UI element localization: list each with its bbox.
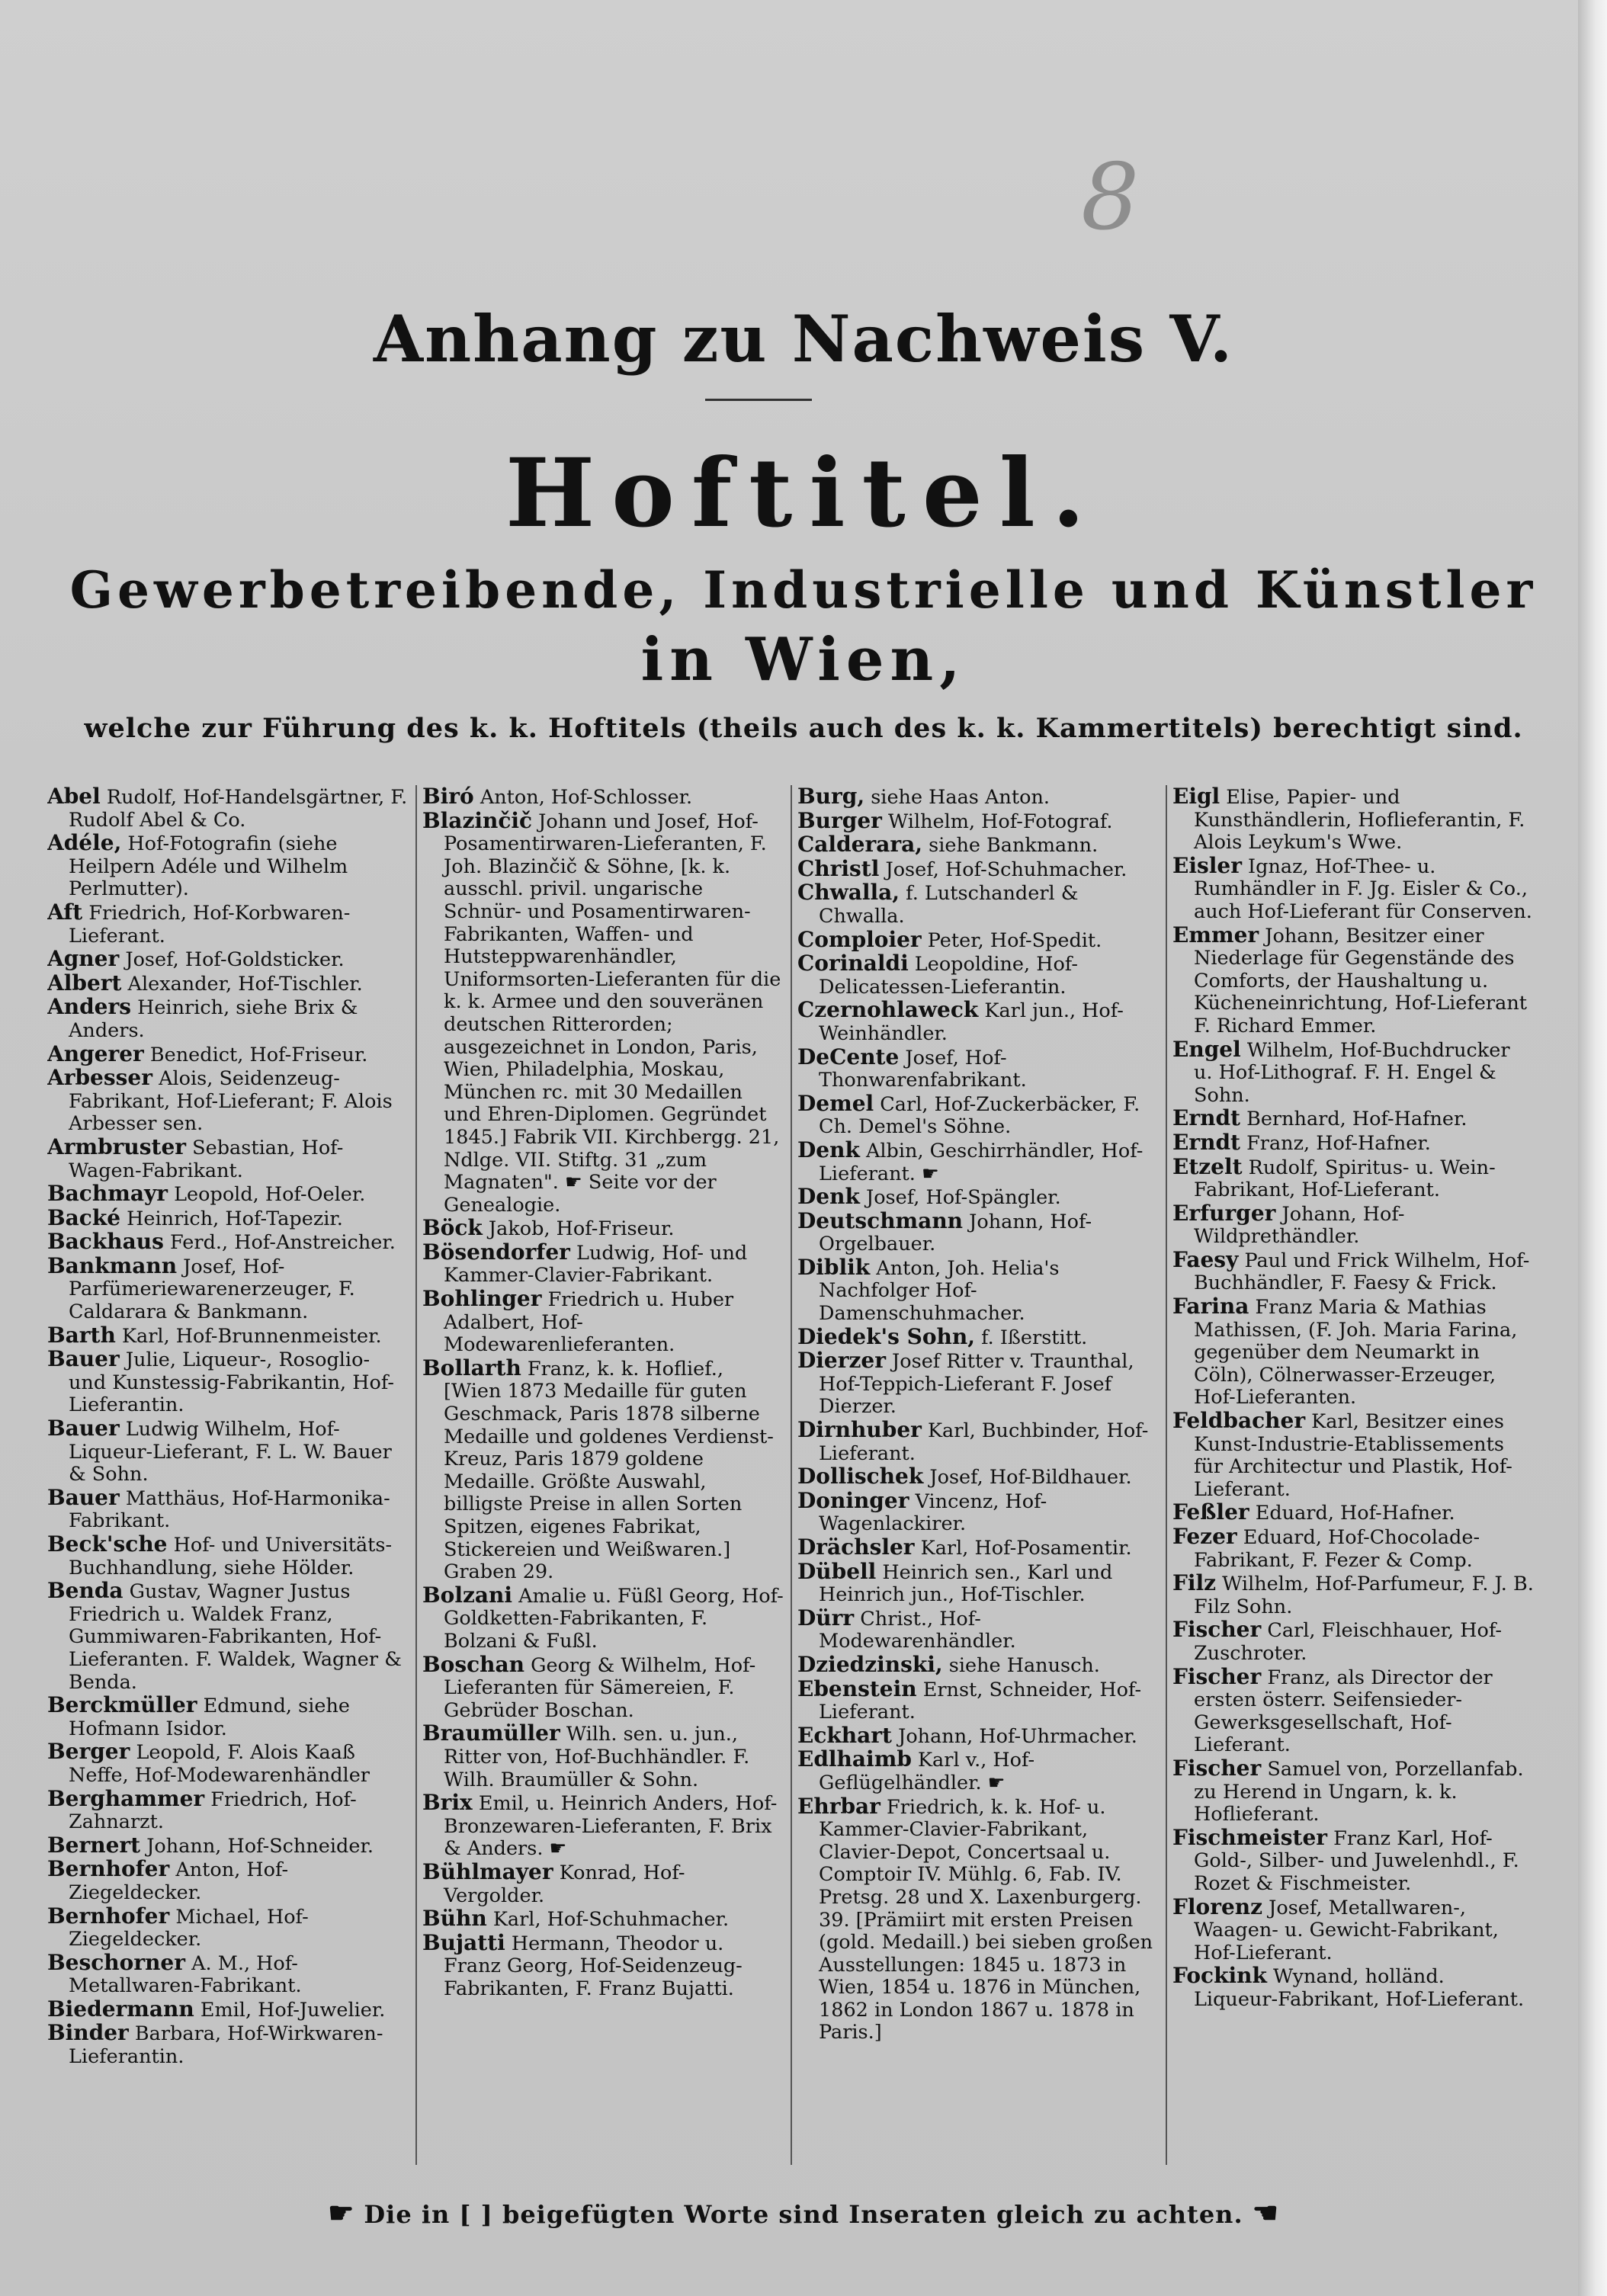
entry-description: Josef, Metallwaren-, Waagen- u. Gewicht-Fabrikant, Hof-Lieferant.: [1194, 1896, 1499, 1964]
directory-entry: [797, 1349, 1159, 1419]
directory-entry: [797, 1748, 1159, 1794]
directory-entry: [797, 1724, 1159, 1749]
entry-description: Franz Maria & Mathias Mathissen, (F. Joh. Maria Farina, gegenüber dem Neumarkt in Cöln), Cölnerwasser-Erzeuger, Hof-Lieferanten.: [1194, 1296, 1518, 1409]
entry-description: Karl, Hof-Schuhmacher.: [486, 1908, 730, 1932]
entry-name: Bühn: [422, 1906, 487, 1932]
entry-name: Chwalla,: [797, 880, 900, 906]
entry-name: Bösendorfer: [422, 1239, 570, 1265]
entry-name: Diedek's Sohn,: [797, 1323, 975, 1349]
directory-entry: [797, 833, 1159, 858]
entry-name: Brix: [422, 1790, 473, 1816]
entry-description: Elise, Papier- und Kunsthändlerin, Hoflieferantin, F. Alois Leykum's Wwe.: [1194, 786, 1525, 855]
entry-name: Demel: [797, 1090, 874, 1116]
entry-name: Barth: [47, 1322, 116, 1348]
entry-description: Bernhard, Hof-Hafner.: [1240, 1108, 1467, 1131]
entry-name: Berger: [47, 1739, 130, 1765]
entry-name: Arbesser: [47, 1065, 152, 1091]
entry-description: Friedrich, k. k. Hof- u. Kammer-Clavier-Fabrikant, Clavier-Depot, Concertsaal u. Comptoir IV. Mühlg. 6, Fab. IV. Pretsg. 28 und X. Laxenburgerg. 39. [Prämiirt mit ersten Preisen (gold. Medaill.) bei sieben großen Ausstellungen: 1845 u. 1873 in Wien, 1854 u. 1876 in München, 1862 in London 1867 u. 1878 in Paris.]: [819, 1795, 1153, 2044]
entry-name: Faesy: [1172, 1246, 1239, 1272]
directory-entry: [47, 1043, 409, 1067]
entry-name: Diblik: [797, 1254, 871, 1280]
entry-description: Rudolf, Spiritus- u. Wein-Fabrikant, Hof-Lieferant.: [1194, 1156, 1496, 1202]
entry-name: Engel: [1172, 1036, 1241, 1062]
entry-name: Eckhart: [797, 1722, 892, 1748]
entry-description: Franz Karl, Hof-Gold-, Silber- und Juwelenhdl., F. Rozet & Fischmeister.: [1194, 1826, 1519, 1895]
directory-entry: [47, 1579, 409, 1694]
directory-entry: [422, 1722, 784, 1791]
directory-entry: [1172, 1107, 1534, 1131]
entry-description: Karl v., Hof-Geflügelhändler. ☛: [819, 1749, 1035, 1794]
entry-description: Karl, Hof-Posamentir.: [914, 1537, 1132, 1560]
entry-description: Heinrich, Hof-Tapezir.: [120, 1207, 343, 1230]
directory-entry: [797, 807, 1159, 834]
directory-entry: [1172, 1131, 1534, 1156]
entry-description: Alexander, Hof-Tischler.: [121, 972, 363, 996]
directory-entry: [797, 1323, 1159, 1350]
directory-entry: [1172, 1153, 1534, 1202]
entry-name: Fezer: [1172, 1524, 1237, 1549]
entry-name: Bauer: [47, 1346, 120, 1372]
entry-description: Vincenz, Hof-Wagenlackirer.: [819, 1490, 1047, 1536]
directory-entry: [797, 855, 1159, 882]
entry-name: Fischer: [1172, 1617, 1262, 1643]
directory-entry: [797, 1536, 1159, 1560]
entry-name: Bühlmayer: [422, 1858, 553, 1884]
entry-name: Boschan: [422, 1651, 525, 1677]
entry-description: A. M., Hof-Metallwaren-Fabrikant.: [69, 1951, 302, 1998]
entry-name: Eisler: [1172, 852, 1242, 878]
entry-name: Bauer: [47, 1484, 120, 1510]
entry-name: Eigl: [1172, 785, 1220, 809]
directory-entry: [797, 1207, 1159, 1256]
pointing-hand-right-icon: ☛: [328, 2195, 355, 2230]
directory-entry: [797, 1465, 1159, 1490]
entry-name: Ebenstein: [797, 1676, 917, 1701]
pointing-hand-left-icon: ☚: [1252, 2195, 1279, 2230]
directory-entry: [797, 1607, 1159, 1653]
entry-description: Anton, Joh. Helia's Nachfolger Hof-Damenschuhmacher.: [819, 1256, 1060, 1326]
entry-description: Johann, Hof-Uhrmacher.: [891, 1724, 1137, 1748]
entry-name: Farina: [1172, 1294, 1249, 1320]
entry-name: Angerer: [47, 1041, 144, 1066]
directory-columns: [47, 785, 1541, 2165]
entry-description: Franz, Hof-Hafner.: [1240, 1131, 1431, 1155]
entry-name: Doninger: [797, 1487, 909, 1513]
entry-description: Michael, Hof-Ziegeldecker.: [69, 1905, 309, 1951]
directory-entry: [47, 901, 409, 948]
entry-name: Berghammer: [47, 1785, 205, 1811]
directory-entry: [422, 1907, 784, 1932]
directory-entry: [47, 1136, 409, 1182]
entry-description: Josef, Hof-Schuhmacher.: [879, 858, 1127, 881]
entry-name: Beschorner: [47, 1949, 186, 1975]
entry-description: Anton, Hof-Ziegeldecker.: [69, 1858, 289, 1904]
directory-entry: [47, 1066, 409, 1136]
entry-name: Czernohlaweck: [797, 997, 979, 1023]
entry-name: Dollischek: [797, 1464, 924, 1490]
entry-name: Böck: [422, 1215, 483, 1241]
entry-name: Dürr: [797, 1605, 855, 1631]
directory-entry: [797, 928, 1159, 953]
entry-description: Johann, Hof-Schneider.: [140, 1834, 374, 1858]
entry-description: Georg & Wilhelm, Hof-Lieferanten für Sämereien, F. Gebrüder Boschan.: [444, 1653, 756, 1722]
entry-description: Ferd., Hof-Anstreicher.: [163, 1231, 396, 1255]
entry-description: Julie, Liqueur-, Rosoglio- und Kunstessig-Fabrikantin, Hof-Lieferantin.: [69, 1348, 394, 1417]
handwritten-page-number: 8: [1081, 145, 1140, 251]
entry-description: Emil, u. Heinrich Anders, Hof-Bronzewaren-Lieferanten, F. Brix & Anders. ☛: [444, 1792, 778, 1861]
entry-name: Bernhofer: [47, 1903, 170, 1929]
entry-description: Anton, Hof-Schlosser.: [473, 786, 693, 809]
entry-description: Karl jun., Hof-Weinhändler.: [819, 999, 1124, 1045]
entry-name: Comploier: [797, 926, 922, 952]
entry-name: Bohlinger: [422, 1286, 542, 1312]
directory-entry: [47, 1533, 409, 1579]
entry-name: Agner: [47, 946, 120, 972]
directory-entry: [797, 881, 1159, 928]
entry-name: Denk: [797, 1184, 860, 1210]
entry-name: Filz: [1172, 1570, 1217, 1596]
directory-entry: [797, 952, 1159, 999]
entry-name: Etzelt: [1172, 1153, 1243, 1179]
entry-description: Christ., Hof-Modewarenhändler.: [819, 1607, 1016, 1653]
entry-description: Josef, Hof-Bildhauer.: [923, 1466, 1132, 1490]
entry-description: Hof- und Universitäts-Buchhandlung, siehe Hölder.: [69, 1534, 393, 1579]
directory-entry: [1172, 1572, 1534, 1618]
entry-description: Johann und Josef, Hof-Posamentirwaren-Lieferanten, F. Joh. Blazinčič & Söhne, [k. k. ausschl. privil. ungarische Schnür- und Posamentirwaren-Fabrikanten, Waffen- und Hutsteppwarenhändler, Uniformsorten-Lieferanten für die k. k. Armee und den souveränen deutschen Ritterorden; ausgezeichnet in London, Paris, Wien, Philadelphia, Moskau, München rc. mit 30 Medaillen und Ehren-Diplomen. Gegründet 1845.] Fabrik VII. Kirchbergg. 21, Ndlge. VII. Stiftg. 31 „zum Magnaten". ☛ Seite vor der Genealogie.: [444, 810, 781, 1217]
directory-entry: [47, 1204, 409, 1231]
entry-name: Bujatti: [422, 1929, 505, 1955]
directory-entry: [797, 1653, 1159, 1678]
directory-entry: [422, 1287, 784, 1357]
entry-name: Albert: [47, 970, 122, 996]
directory-entry: [47, 1230, 409, 1255]
heading-city: in Wien,: [640, 625, 967, 694]
entry-description: Jakob, Hof-Friseur.: [482, 1217, 675, 1241]
directory-entry: [422, 807, 784, 1217]
entry-description: Johann, Hof-Orgelbauer.: [819, 1210, 1092, 1256]
entry-name: Calderara,: [797, 832, 922, 858]
entry-description: Eduard, Hof-Hafner.: [1249, 1502, 1455, 1525]
entry-description: Josef Ritter v. Traunthal, Hof-Teppich-Lieferant F. Josef Dierzer.: [819, 1350, 1134, 1419]
entry-description: Eduard, Hof-Chocolade-Fabrikant, F. Fezer & Comp.: [1194, 1526, 1480, 1572]
entry-name: Deutschmann: [797, 1207, 964, 1233]
entry-name: Bachmayr: [47, 1181, 168, 1207]
directory-entry: [1172, 924, 1534, 1038]
entry-description: Alois, Seidenzeug-Fabrikant, Hof-Lieferant; F. Alois Arbesser sen.: [69, 1067, 393, 1136]
entry-name: Burg,: [797, 785, 865, 809]
entry-description: Edmund, siehe Hofmann Isidor.: [69, 1695, 350, 1740]
entry-description: Barbara, Hof-Wirkwaren-Lieferantin.: [69, 2022, 383, 2069]
column-divider: [791, 785, 792, 2165]
entry-description: Konrad, Hof-Vergolder.: [444, 1861, 685, 1907]
directory-entry: [797, 1678, 1159, 1724]
entry-description: Leopoldine, Hof-Delicatessen-Lieferantin.: [819, 953, 1078, 999]
entry-name: Ehrbar: [797, 1793, 880, 1819]
entry-description: Wilhelm, Hof-Parfumeur, F. J. B. Filz Sohn.: [1194, 1573, 1534, 1618]
directory-entry: [797, 785, 1159, 810]
directory-entry: [47, 1834, 409, 1858]
entry-name: Edlhaimb: [797, 1746, 912, 1772]
entry-description: Johann, Hof-Wildprethändler.: [1194, 1202, 1405, 1249]
entry-name: Beck'sche: [47, 1531, 168, 1557]
entry-name: Dübell: [797, 1558, 877, 1584]
entry-description: Carl, Fleischhauer, Hof-Zuschroter.: [1194, 1619, 1503, 1665]
entry-name: Berckmüller: [47, 1692, 197, 1718]
entry-name: Biedermann: [47, 1996, 194, 2022]
directory-entry: [1172, 1246, 1534, 1295]
column-divider: [415, 785, 417, 2165]
entry-description: Franz, k. k. Hoflief., [Wien 1873 Medaille für guten Geschmack, Paris 1878 silberne Medaille und goldenes Verdienst-Kreuz, Paris 1879 goldene Medaille. Größte Auswahl, billigste Preise in allen Sorten Spitzen, eigenes Fabrikat, Stickereien und Weißwaren.] Graben 29.: [444, 1357, 774, 1584]
entry-description: Johann, Besitzer einer Niederlage für Gegenstände des Comforts, der Haushaltung u. Kücheneinrichtung, Hof-Lieferant F. Richard Emmer.: [1194, 924, 1527, 1037]
directory-entry: [47, 1324, 409, 1348]
entry-name: Bauer: [47, 1416, 120, 1441]
entry-name: Burger: [797, 807, 882, 833]
entry-description: Wilh. sen. u. jun., Ritter von, Hof-Buchhändler. F. Wilh. Braumüller & Sohn.: [444, 1723, 750, 1791]
entry-name: Bernert: [47, 1832, 141, 1858]
directory-entry: [47, 785, 409, 832]
directory-entry: [1172, 1409, 1534, 1501]
entry-name: Bernhofer: [47, 1856, 170, 1882]
heading-subtitle: welche zur Führung des k. k. Hoftitels (theils auch des k. k. Kammertitels) berechtigt sind.: [84, 713, 1523, 744]
directory-entry: [47, 2022, 409, 2068]
entry-description: f. Lutschanderl & Chwalla.: [819, 882, 1079, 928]
entry-description: f. Ißerstitt.: [974, 1326, 1088, 1349]
directory-entry: [797, 1419, 1159, 1465]
entry-description: Wilhelm, Hof-Fotograf.: [881, 810, 1113, 833]
entry-description: Hermann, Theodor u. Franz Georg, Hof-Seidenzeug-Fabrikanten, F. Franz Bujatti.: [444, 1932, 743, 2000]
entry-description: Albin, Geschirrhändler, Hof-Lieferant. ☛: [819, 1139, 1144, 1185]
entry-name: Braumüller: [422, 1720, 560, 1746]
entry-name: Bolzani: [422, 1582, 513, 1608]
entry-name: Fischer: [1172, 1663, 1262, 1689]
directory-column-1: [47, 785, 409, 2165]
entry-name: Corinaldi: [797, 951, 909, 976]
entry-name: Dierzer: [797, 1348, 886, 1374]
entry-name: Biró: [422, 785, 474, 809]
entry-name: Abel: [47, 785, 101, 809]
entry-description: Samuel von, Porzellanfab. zu Herend in Ungarn, k. k. Hoflieferant.: [1194, 1757, 1524, 1826]
entry-name: Dirnhuber: [797, 1417, 922, 1443]
entry-name: Blazinčič: [422, 807, 533, 833]
directory-entry: [797, 1185, 1159, 1210]
entry-description: Leopold, Hof-Oeler.: [168, 1183, 366, 1207]
directory-entry: [797, 1092, 1159, 1139]
directory-entry: [422, 1791, 784, 1861]
entry-name: Bankmann: [47, 1252, 178, 1278]
entry-name: Anders: [47, 994, 131, 1020]
entry-description: Karl, Hof-Brunnenmeister.: [115, 1324, 382, 1348]
directory-entry: [1172, 1295, 1534, 1409]
directory-entry: [47, 1252, 409, 1324]
entry-name: Erfurger: [1172, 1200, 1276, 1226]
entry-description: Karl, Buchbinder, Hof-Lieferant.: [819, 1419, 1149, 1465]
entry-name: Bollarth: [422, 1355, 521, 1380]
directory-entry: [422, 1241, 784, 1287]
entry-description: Friedrich, Hof-Korbwaren-Lieferant.: [69, 901, 351, 948]
directory-entry: [1172, 852, 1534, 924]
entry-name: Denk: [797, 1137, 860, 1162]
directory-entry: [47, 1905, 409, 1951]
directory-entry: [422, 1357, 784, 1584]
directory-entry: [797, 1046, 1159, 1092]
entry-name: Erndt: [1172, 1105, 1240, 1131]
directory-entry: [797, 1256, 1159, 1326]
directory-entry: [47, 996, 409, 1042]
entry-name: Florenz: [1172, 1894, 1263, 1919]
directory-entry: [47, 1417, 409, 1486]
directory-entry: [1172, 1501, 1534, 1525]
directory-entry: [797, 1139, 1159, 1185]
entry-name: Dziedzinski,: [797, 1651, 943, 1677]
entry-description: Hof-Fotografin (siehe Heilpern Adéle und Wilhelm Perlmutter).: [69, 832, 348, 901]
entry-description: Josef, Hof-Parfümeriewarenerzeuger, F. Caldarara & Bankmann.: [69, 1255, 355, 1324]
entry-name: Binder: [47, 2020, 129, 2046]
directory-entry: [422, 1929, 784, 2001]
entry-description: Karl, Besitzer eines Kunst-Industrie-Etablissements für Architectur und Plastik, Hof-Lieferant.: [1194, 1410, 1512, 1501]
footer-text: Die in [ ] beigefügten Worte sind Inseraten gleich zu achten.: [364, 2200, 1243, 2229]
directory-column-4: [1172, 785, 1534, 2165]
entry-description: Wilhelm, Hof-Buchdrucker u. Hof-Lithograf. F. H. Engel & Sohn.: [1194, 1038, 1510, 1107]
title-divider: [705, 399, 812, 401]
directory-entry: [422, 785, 784, 810]
entry-description: Wynand, holländ. Liqueur-Fabrikant, Hof-Lieferant.: [1194, 1965, 1525, 2011]
directory-entry: [47, 1951, 409, 1998]
entry-name: Adéle,: [47, 830, 122, 856]
entry-description: Ludwig Wilhelm, Hof-Liqueur-Lieferant, F. L. W. Bauer & Sohn.: [69, 1418, 392, 1486]
directory-entry: [47, 1486, 409, 1533]
entry-name: Feßler: [1172, 1499, 1249, 1525]
directory-column-3: [797, 785, 1159, 2165]
heading-appendix: Anhang zu Nachweis V.: [373, 301, 1234, 377]
directory-entry: [1172, 1202, 1534, 1249]
footer-note: [0, 2195, 1607, 2230]
heading-trades: Gewerbetreibende, Industrielle und Künstler: [69, 560, 1538, 620]
entry-description: Josef, Hof-Spängler.: [859, 1186, 1061, 1210]
directory-entry: [1172, 785, 1534, 855]
entry-description: siehe Haas Anton.: [864, 786, 1050, 809]
directory-entry: [797, 1560, 1159, 1607]
entry-description: Josef, Hof-Goldsticker.: [119, 948, 345, 972]
heading-hoftitel: Hoftitel.: [505, 438, 1102, 549]
entry-name: Feldbacher: [1172, 1408, 1306, 1434]
entry-name: Christl: [797, 855, 880, 881]
directory-entry: [422, 1217, 784, 1241]
entry-description: siehe Bankmann.: [922, 834, 1099, 858]
entry-description: Franz, als Director der ersten österr. Seifensieder-Gewerksgesellschaft, Hof-Lieferant.: [1194, 1666, 1493, 1757]
entry-description: Friedrich, Hof-Zahnarzt.: [69, 1788, 357, 1834]
directory-entry: [1172, 1896, 1534, 1965]
entry-description: Sebastian, Hof-Wagen-Fabrikant.: [69, 1136, 344, 1182]
directory-entry: [1172, 1757, 1534, 1826]
directory-entry: [47, 1182, 409, 1207]
entry-name: Benda: [47, 1578, 123, 1604]
directory-entry: [47, 948, 409, 972]
directory-entry: [1172, 1663, 1534, 1757]
directory-entry: [1172, 1964, 1534, 2011]
entry-description: Carl, Hof-Zuckerbäcker, F. Ch. Demel's Söhne.: [819, 1092, 1140, 1139]
directory-entry: [797, 999, 1159, 1045]
directory-entry: [47, 1858, 409, 1904]
directory-entry: [1172, 1525, 1534, 1572]
directory-entry: [47, 1785, 409, 1834]
entry-description: Benedict, Hof-Friseur.: [143, 1043, 368, 1066]
entry-description: Friedrich u. Huber Adalbert, Hof-Modewarenlieferanten.: [444, 1288, 734, 1357]
directory-entry: [422, 1584, 784, 1653]
entry-description: Paul und Frick Wilhelm, Hof-Buchhändler, F. Faesy & Frick.: [1194, 1249, 1530, 1295]
entry-description: Gustav, Wagner Justus Friedrich u. Waldek Franz, Gummiwaren-Fabrikanten, Hof-Lieferanten. F. Waldek, Wagner & Benda.: [69, 1580, 402, 1694]
entry-description: Peter, Hof-Spedit.: [921, 928, 1102, 952]
entry-name: Armbruster: [47, 1134, 187, 1159]
directory-entry: [797, 1795, 1159, 2045]
entry-description: Ignaz, Hof-Thee- u. Rumhändler in F. Jg. Eisler & Co., auch Hof-Lieferant für Conserven.: [1194, 855, 1532, 923]
entry-name: Fockink: [1172, 1963, 1267, 1989]
entry-description: Amalie u. Füßl Georg, Hof-Goldketten-Fabrikanten, F. Bolzani & Fußl.: [444, 1584, 784, 1653]
directory-entry: [797, 1487, 1159, 1536]
entry-name: Fischer: [1172, 1755, 1262, 1781]
directory-entry: [1172, 1826, 1534, 1896]
entry-name: Emmer: [1172, 922, 1259, 948]
directory-entry: [47, 832, 409, 901]
entry-description: Rudolf, Hof-Handelsgärtner, F. Rudolf Abel & Co.: [69, 786, 408, 832]
entry-name: Backhaus: [47, 1229, 164, 1255]
entry-name: Drächsler: [797, 1534, 915, 1560]
entry-name: Backé: [47, 1204, 121, 1230]
entry-description: Ernst, Schneider, Hof-Lieferant.: [819, 1678, 1142, 1724]
directory-entry: [47, 1348, 409, 1417]
entry-name: DeCente: [797, 1044, 900, 1069]
entry-description: Ludwig, Hof- und Kammer-Clavier-Fabrikant.: [444, 1241, 748, 1287]
directory-entry: [47, 1998, 409, 2022]
directory-entry: [47, 1740, 409, 1787]
directory-entry: [422, 1858, 784, 1907]
entry-description: Emil, Hof-Juwelier.: [194, 1998, 386, 2022]
entry-name: Aft: [47, 899, 83, 925]
directory-entry: [47, 972, 409, 996]
entry-description: siehe Hanusch.: [942, 1653, 1100, 1677]
directory-entry: [1172, 1038, 1534, 1108]
directory-entry: [1172, 1618, 1534, 1665]
entry-name: Fischmeister: [1172, 1824, 1328, 1850]
column-divider: [1166, 785, 1167, 2165]
entry-description: Heinrich, siehe Brix & Anders.: [69, 996, 358, 1042]
entry-description: Heinrich sen., Karl und Heinrich jun., Hof-Tischler.: [819, 1560, 1113, 1607]
entry-description: Matthäus, Hof-Harmonika-Fabrikant.: [69, 1486, 390, 1533]
directory-entry: [422, 1653, 784, 1723]
entry-name: Erndt: [1172, 1129, 1240, 1155]
entry-description: Josef, Hof-Thonwarenfabrikant.: [819, 1046, 1027, 1092]
directory-entry: [47, 1694, 409, 1740]
directory-column-2: [422, 785, 784, 2165]
entry-description: Leopold, F. Alois Kaaß Neffe, Hof-Modewarenhändler: [69, 1741, 370, 1787]
